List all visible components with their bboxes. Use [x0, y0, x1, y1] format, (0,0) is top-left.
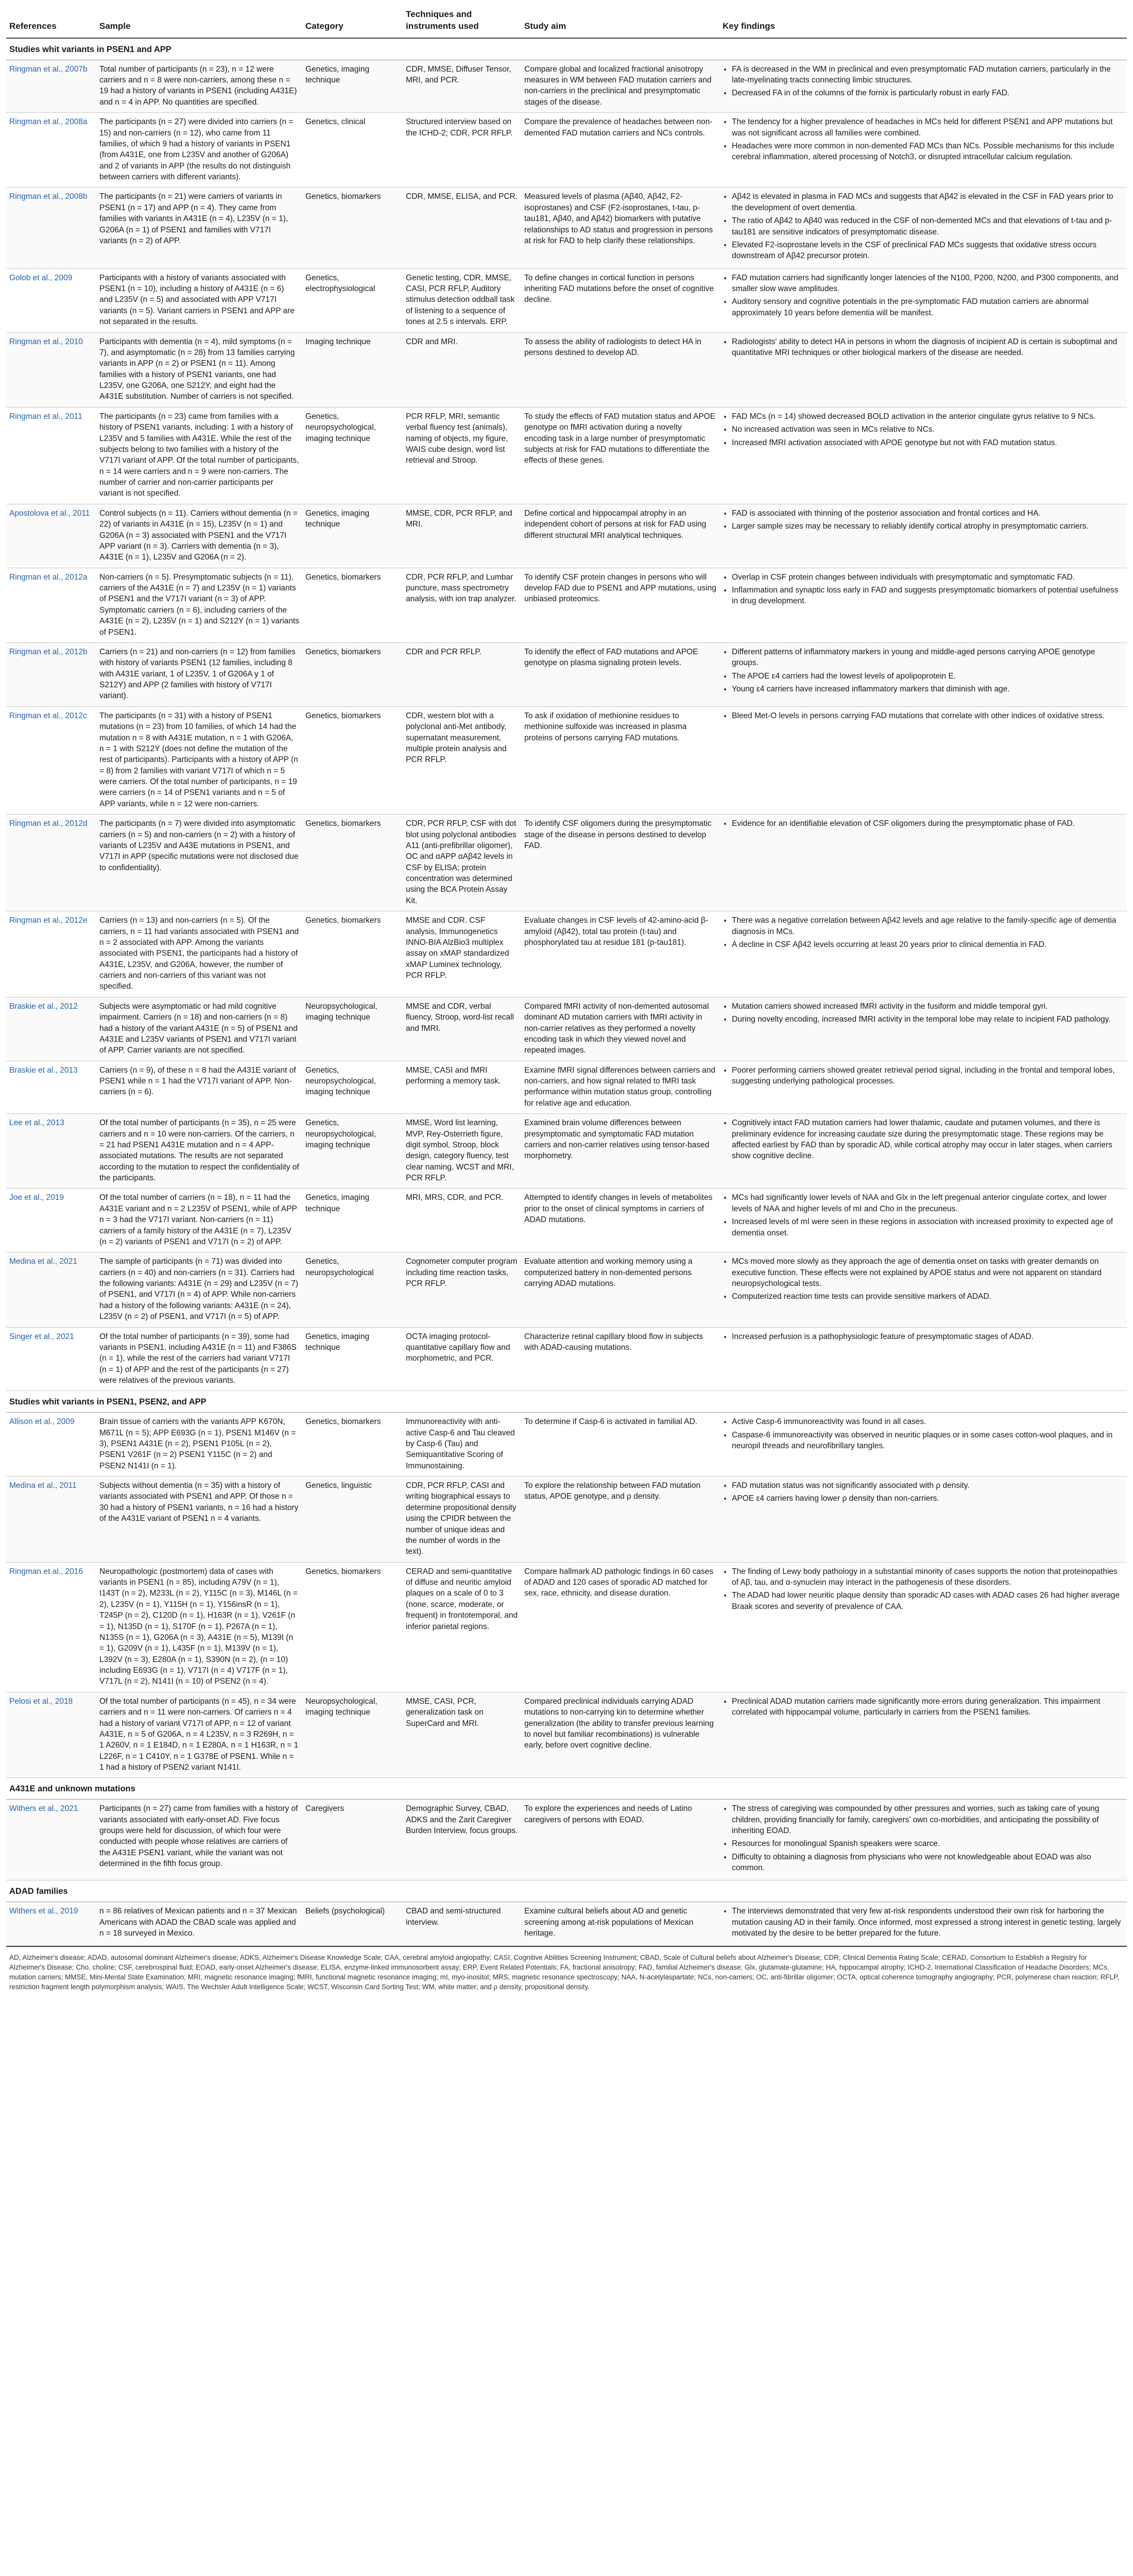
key-findings-cell — [719, 911, 1127, 997]
study-aim-cell: To explore the experiences and needs of Latino caregivers of persons with EOAD. — [521, 1800, 719, 1880]
category-cell: Genetics, imaging technique — [302, 1327, 403, 1391]
study-aim-cell: Evaluate changes in CSF levels of 42-amino-acid β-amyloid (Aβ42), total tau protein (t-tau) and phosphorylated tau at residue 181 (p-tau181). — [521, 911, 719, 997]
finding-item: • Decreased FA in of the columns of the fornix is particularly robust in early FAD. — [732, 88, 1124, 98]
finding-item: • The finding of Lewy body pathology in a substantial minority of cases supports the notion that proteinopathies of Aβ, tau, and α-synuclein may interact in the pathogenesis of these disorders. — [732, 1566, 1124, 1588]
reference-cell: Ringman et al., 2012b — [6, 642, 96, 706]
study-aim-cell: Characterize retinal capillary blood flow in subjects with ADAD-causing mutations. — [521, 1327, 719, 1391]
table-row — [6, 188, 1127, 268]
study-aim-cell: Measured levels of plasma (Aβ40, Aβ42, F2-isoprostanes) and CSF (F2-isoprostanes, t-tau, p-tau181, Aβ40, and Aβ42) biomarkers with putative relationships to AD status and progression in persons at risk for FAD to help clarify these relationships. — [521, 188, 719, 268]
finding-item: • FAD MCs (n = 14) showed decreased BOLD activation in the anterior cingulate gyrus relative to 9 NCs. — [732, 411, 1124, 422]
findings-list — [723, 1480, 1124, 1504]
techniques-cell: Structured interview based on the ICHD-2; CDR, PCR RFLP. — [403, 113, 521, 188]
study-aim-cell: Examine cultural beliefs about AD and genetic screening among at-risk populations of Mexican heritage. — [521, 1902, 719, 1946]
category-cell: Genetics, imaging technique — [302, 1189, 403, 1252]
findings-list — [723, 1001, 1124, 1025]
table-row — [6, 706, 1127, 814]
sample-cell: Neuropathologic (postmortem) data of cases with variants in PSEN1 (n = 85), including A79V (n = 1), I143T (n = 2), M233L (n = 2), Y115C (n = 3), M146L (n = 2), L235V (n = 1), Y115H (n = 1), Y156insR (n = 1), T245P (n = 2), C120D (n = 1), H163R (n = 1), V261F (n = 1), N135D (n = 1), S170F (n = 1), P267A (n = 1), N135S (n = 1), G206A (n = 3), A431E (n = 5), M139I (n = 1), G209V (n = 1), L435F (n = 1), M139V (n = 1), L392V (n = 3), E280A (n = 1), S390N (n = 2), (n = 10) including E693G (n = 1), V717I (n = 4) V717F (n = 1), V717L (n = 2), N141I (n = 10) of PSEN2 (n = 4). — [96, 1562, 302, 1692]
finding-item: • Computerized reaction time tests can provide sensitive markers of ADAD. — [732, 1291, 1124, 1302]
key-findings-cell — [719, 642, 1127, 706]
findings-list — [723, 818, 1124, 829]
finding-item: • Caspase-6 immunoreactivity was observed in neuritic plaques or in some cases cotton-wool plaques, and in neuropil threads and neurofibrillary tangles. — [732, 1430, 1124, 1452]
category-cell: Genetics, neuropsychological, imaging technique — [302, 1114, 403, 1189]
study-aim-cell: To define changes in cortical function in persons inheriting FAD mutations before the onset of cognitive decline. — [521, 268, 719, 332]
study-aim-cell: Compared fMRI activity of non-demented autosomal dominant AD mutation carriers with fMRI activity in non-carrier relatives as they performed a novelty encoding task in which they viewed novel and repeated images. — [521, 997, 719, 1061]
sample-cell: The participants (n = 21) were carriers of variants in PSEN1 (n = 17) and APP (n = 4). They came from families with variants in A431E (n = 4), L235V (n = 1), G206A (n = 1) of PSEN1 and families with V717I variants (n = 2) of APP. — [96, 188, 302, 268]
findings-list — [723, 710, 1124, 721]
sample-cell: Control subjects (n = 11). Carriers without dementia (n = 22) of variants in A431E (n = 15), L235V (n = 1) and G206A (n = 3) associated with PSEN1 and the V717I APP variant (n = 3). Carriers with dementia (n = 3), A431E (n = 1), L235V and G206A (n = 2). — [96, 504, 302, 568]
findings-list — [723, 1065, 1124, 1087]
category-cell: Caregivers — [302, 1800, 403, 1880]
finding-item: • The interviews demonstrated that very few at-risk respondents understood their own risk for harboring the mutation causing AD in their family. Once informed, most expressed a strong interest in genetic testing, largely motivated by the desire to be better prepared for the future. — [732, 1906, 1124, 1939]
study-aim-cell: To assess the ability of radiologists to detect HA in persons destined to develop AD. — [521, 332, 719, 407]
sample-cell: n = 86 relatives of Mexican patients and n = 37 Mexican Americans with ADAD the CBAD scale was applied and n = 18 surveyed in Mexico. — [96, 1902, 302, 1946]
key-findings-cell — [719, 1477, 1127, 1563]
findings-list — [723, 572, 1124, 607]
finding-item: • A decline in CSF Aβ42 levels occurring at least 20 years prior to clinical dementia in FAD. — [732, 939, 1124, 950]
findings-list — [723, 1256, 1124, 1302]
reference-cell: Apostolova et al., 2011 — [6, 504, 96, 568]
category-cell: Neuropsychological, imaging technique — [302, 1692, 403, 1778]
reference-cell: Ringman et al., 2012a — [6, 568, 96, 642]
finding-item: • The APOE ε4 carriers had the lowest levels of apolipoprotein E. — [732, 671, 1124, 682]
category-cell: Genetics, biomarkers — [302, 1562, 403, 1692]
finding-item: • The ratio of Aβ42 to Aβ40 was reduced in the CSF of non-demented MCs and that elevations of t-tau and p-tau181 are sensitive indicators of presymptomatic disease. — [732, 215, 1124, 238]
category-cell: Genetics, neuropsychological, imaging technique — [302, 1061, 403, 1114]
key-findings-cell — [719, 1252, 1127, 1327]
reference-cell: Medina et al., 2011 — [6, 1477, 96, 1563]
findings-list — [723, 191, 1124, 261]
category-cell: Genetics, biomarkers — [302, 911, 403, 997]
table-row — [6, 997, 1127, 1061]
study-aim-cell: Compare global and localized fractional anisotropy measures in WM between FAD mutation carriers and non-carriers in the preclinical and presymptomatic stages of the disease. — [521, 60, 719, 113]
key-findings-cell — [719, 1562, 1127, 1692]
reference-cell: Ringman et al., 2008b — [6, 188, 96, 268]
table-header — [6, 4, 1127, 38]
abbreviations-footnote: AD, Alzheimer's disease; ADAD, autosomal dominant Alzheimer's disease; ADKS, Alzheimer's Disease Knowledge Scale; CAA, cerebral amyloid angiopathy; CASI, Cognitive Abilities Screening Instrument; CBAD, Scale of Cultural beliefs about Alzheimer's Disease; CDR, Clinical Dementia Rating Scale; CERAD, Consortium to Establish a Registry for Alzheimer's Disease; Cho, choline; CSF, cerebrospinal fluid; EOAD, early-onset Alzheimer's disease; ELISA, enzyme-linked immunosorbent assay; ERP, Event Related Potentials; FA, fractional anisotropy; FAD, familial Alzheimer's disease; Glx, glutamate-glutamine; HA, hippocampal atrophy; ICHD-2, International Classification of Headache Disorders; MCs, mutation carriers; MMSE, Mini-Mental State Examination; MRI, magnetic resonance imaging; fMRI, functional magnetic resonance imaging; mI, myo-inositol; MRS, magnetic resonance spectroscopy; NAA, N-acetylaspartate; NCs, non-carriers; OC, anti-fibrillar oligomer; OCTA, optical coherence tomography angiography; PCR, polymerase chain reaction; RFLP, restriction fragment length polymorphism analysis; WAIS, The Wechsler Adult Intelligence Scale; WCST, Wisconsin Card Sorting Test; WM, white matter; and ρ density, propositional density. — [6, 1946, 1127, 2003]
table-row — [6, 332, 1127, 407]
header-key-findings: Key findings — [719, 4, 1127, 38]
findings-list — [723, 508, 1124, 532]
category-cell: Genetics, linguistic — [302, 1477, 403, 1563]
table-row — [6, 113, 1127, 188]
finding-item: • Headaches were more common in non-demented FAD MCs than NCs. Possible mechanisms for this include cerebral inflammation, altered processing of Notch3, or disrupted intracellular calcium regulation. — [732, 141, 1124, 163]
table-row — [6, 1800, 1127, 1880]
key-findings-cell — [719, 1189, 1127, 1252]
header-references: References — [6, 4, 96, 38]
finding-item: • Different patterns of inflammatory markers in young and middle-aged persons carrying APOE genotype groups. — [732, 647, 1124, 669]
techniques-cell: MMSE, CASI, PCR, generalization task on SuperCard and MRI. — [403, 1692, 521, 1778]
sample-cell: The sample of participants (n = 71) was divided into carriers (n = 40) and non-carriers (n = 31). Carriers had the following variants: A431E (n = 29) and L235V (n = 7) of PSEN1, and V717I (n = 4) of APP. While non-carriers had a history of the following variants: A431E (n = 24), L235V (n = 2) of PSEN1, and V717I (n = 5) of APP. — [96, 1252, 302, 1327]
category-cell: Genetics, imaging technique — [302, 60, 403, 113]
table-row — [6, 1061, 1127, 1114]
key-findings-cell — [719, 332, 1127, 407]
reference-cell: Braskie et al., 2012 — [6, 997, 96, 1061]
table-row — [6, 1114, 1127, 1189]
techniques-cell: CDR, MMSE, ELISA, and PCR. — [403, 188, 521, 268]
techniques-cell: MMSE and CDR. CSF analysis, Immunogenetics INNO-BIA AlzBio3 multiplex assay on xMAP standardized xMAP Luminex technology, PCR RFLP. — [403, 911, 521, 997]
key-findings-cell — [719, 1902, 1127, 1946]
sample-cell: Brain tissue of carriers with the variants APP K670N, M671L (n = 5); APP E693G (n = 1), PSEN1 M146V (n = 3), PSEN1 A431E (n = 2), PSEN1 P105L (n = 2), PSEN1 V261F (n = 2) PSEN1 Y115C (n = 2) and PSEN2 N141I (n = 1). — [96, 1413, 302, 1477]
table-row — [6, 911, 1127, 997]
table-row — [6, 1189, 1127, 1252]
techniques-cell: CBAD and semi-structured interview. — [403, 1902, 521, 1946]
table-row — [6, 60, 1127, 113]
study-aim-cell: Define cortical and hippocampal atrophy in an independent cohort of persons at risk for FAD using different structural MRI analytical techniques. — [521, 504, 719, 568]
techniques-cell: PCR RFLP, MRI, semantic verbal fluency test (animals), naming of objects, my figure, WAIS cube design, word list retrieval and Stroop. — [403, 407, 521, 504]
sample-cell: Participants with dementia (n = 4), mild symptoms (n = 7), and asymptomatic (n = 28) from 13 families carrying variants in APP (n = 2) or PSEN1 (n = 11). Among families with a history of PSEN1 variants, one had L235V, one G206A, one S212Y, and eight had the A431E substitution. Number of carriers is not specified. — [96, 332, 302, 407]
reference-cell: Golob et al., 2009 — [6, 268, 96, 332]
category-cell: Beliefs (psychological) — [302, 1902, 403, 1946]
table-body — [6, 38, 1127, 1946]
finding-item: • Preclinical ADAD mutation carriers made significantly more errors during generalization. This impairment correlated with hippocampal volume, particularly in carriers from the PSEN1 families. — [732, 1696, 1124, 1718]
key-findings-cell — [719, 815, 1127, 911]
sample-cell: The participants (n = 27) were divided into carriers (n = 15) and non-carriers (n = 12), who came from 11 families, of which 9 had a history of variants in PSEN1 (from A431E, one from L235V and another of G206A) and 2 of variants in APP (the results do not distinguish between carriers with different variants). — [96, 113, 302, 188]
techniques-cell: CDR and PCR RFLP. — [403, 642, 521, 706]
findings-list — [723, 1566, 1124, 1613]
techniques-cell: MMSE and CDR, verbal fluency, Stroop, word-list recall and fMRI. — [403, 997, 521, 1061]
category-cell: Genetics, neuropsychological — [302, 1252, 403, 1327]
finding-item: • Aβ42 is elevated in plasma in FAD MCs and suggests that Aβ42 is elevated in the CSF in FAD years prior to the development of overt dementia. — [732, 191, 1124, 213]
section-heading-row — [6, 1391, 1127, 1413]
section-heading-row — [6, 1880, 1127, 1902]
study-aim-cell: To ask if oxidation of methionine residues to methionine sulfoxide was increased in plasma proteins of persons carrying FAD mutations. — [521, 706, 719, 814]
sample-cell: Non-carriers (n = 5). Presymptomatic subjects (n = 11), carriers of the A431E (n = 7) and L235V (n = 1) variants of PSEN1 and the V717I variant (n = 3) of APP. Symptomatic carriers (n = 6), including carriers of the A431E (n = 2), L235V (n = 1) and S212Y (n = 1) variants of PSEN1. — [96, 568, 302, 642]
sample-cell: The participants (n = 23) came from families with a history of PSEN1 variants, including: 1 with a history of L235V and 5 families with A431E. While the rest of the subjects belong to two families with a history of the V717I variant of APP. Of the total number of participants, n = 14 were carriers and n = 9 were non-carriers. The number of carrier and non-carrier participants per variant is not specified. — [96, 407, 302, 504]
table-row — [6, 1252, 1127, 1327]
category-cell: Genetics, neuropsychological, imaging technique — [302, 407, 403, 504]
category-cell: Genetics, biomarkers — [302, 568, 403, 642]
findings-list — [723, 1117, 1124, 1162]
finding-item: • Elevated F2-isoprostane levels in the CSF of preclinical FAD MCs suggests that oxidative stress occurs downstream of Aβ42 precursor protein. — [732, 240, 1124, 262]
sample-cell: Carriers (n = 13) and non-carriers (n = 5). Of the carriers, n = 11 had variants associated with PSEN1 and n = 2 associated with APP. Among the variants associated with PSEN1, the participants had a history of A431E, L235V, and G206A, however, the number of carriers and non-carriers of this variant was not specified. — [96, 911, 302, 997]
sample-cell: Total number of participants (n = 23), n = 12 were carriers and n = 8 were non-carriers, among these n = 19 had a history of variants in PSEN1 (including A431E) and n = 4 in APP. No quantities are specified. — [96, 60, 302, 113]
sample-cell: The participants (n = 31) with a history of PSEN1 mutations (n = 23) from 10 families, of which 14 had the mutation n = 8 with A431E mutation, n = 1 with G206A, n = 1 with S212Y (does not define the mutation of the rest of participants). Participants with a history of APP (n = 8) from 2 families with variant V717I of which n = 5 were carriers. Of the total number of participants, n = 19 were carriers (n = 14 of PSEN1 variants and n = 5 of APP variants, while n = 12 were non-carriers. — [96, 706, 302, 814]
findings-list — [723, 64, 1124, 99]
section-heading-row — [6, 38, 1127, 60]
study-aim-cell: To explore the relationship between FAD mutation status, APOE genotype, and ρ density. — [521, 1477, 719, 1563]
sample-cell: Subjects without dementia (n = 35) with a history of variants associated with PSEN1 and APP. Of those n = 30 had a history of PSEN1 variants, n = 16 had a history of the A431E variant of PSEN1 n = 4 variants. — [96, 1477, 302, 1563]
sample-cell: Of the total number of participants (n = 39), some had variants in PSEN1, including A431E (n = 11) and F386S (n = 1), while the rest of the carriers had variant V717I (n = 1) of APP and the rest of the participants (n = 27) were relatives of the previous variants. — [96, 1327, 302, 1391]
category-cell: Imaging technique — [302, 332, 403, 407]
finding-item: • Radiologists' ability to detect HA in persons in whom the diagnosis of incipient AD is certain is suboptimal and quantitative MRI techniques or other biological markers of the disease are needed. — [732, 336, 1124, 359]
table-row — [6, 1413, 1127, 1477]
table-row — [6, 1327, 1127, 1391]
finding-item: • Overlap in CSF protein changes between individuals with presymptomatic and symptomatic FAD. — [732, 572, 1124, 583]
key-findings-cell — [719, 504, 1127, 568]
techniques-cell: MMSE, Word list learning, MVP, Rey-Osterrieth figure, digit symbol, Stroop, block design, category fluency, test clear naming, WCST and MRI, PCR RFLP. — [403, 1114, 521, 1189]
sample-cell: The participants (n = 7) were divided into asymptomatic carriers (n = 5) and non-carriers (n = 2) with a history of variants of L235V and A43E mutations in PSEN1, and V717I in APP (specific mutations were not disclosed due to confidentiality). — [96, 815, 302, 911]
techniques-cell: CDR and MRI. — [403, 332, 521, 407]
sample-cell: Participants (n = 27) came from families with a history of variants associated with early-onset AD. Five focus groups were held for discussion, of which four were conducted with people whose relatives are carriers of the A431E PSEN1 variant, while the variant was not determined in the fifth focus group. — [96, 1800, 302, 1880]
section-heading-row — [6, 1778, 1127, 1800]
findings-list — [723, 1192, 1124, 1239]
key-findings-cell — [719, 268, 1127, 332]
table-row — [6, 642, 1127, 706]
finding-item: • Young ε4 carriers have increased inflammatory markers that diminish with age. — [732, 684, 1124, 694]
key-findings-cell — [719, 568, 1127, 642]
reference-cell: Withers et al., 2019 — [6, 1902, 96, 1946]
finding-item: • Increased perfusion is a pathophysiologic feature of presymptomatic stages of ADAD. — [732, 1331, 1124, 1342]
finding-item: • MCs had significantly lower levels of NAA and Glx in the left pregenual anterior cingulate cortex, and lower levels of NAA and higher levels of mI and Cho in the precuneus. — [732, 1192, 1124, 1214]
finding-item: • The ADAD had lower neuritic plaque density than sporadic AD cases with ADAD cases 26 had higher average Braak scores and severity of prevalence of CAA. — [732, 1590, 1124, 1612]
section-title: Studies whit variants in PSEN1, PSEN2, and APP — [6, 1391, 1127, 1413]
finding-item: • Evidence for an identifiable elevation of CSF oligomers during the presymptomatic phase of FAD. — [732, 818, 1124, 829]
category-cell: Genetics, biomarkers — [302, 1413, 403, 1477]
finding-item: • Resources for monolingual Spanish speakers were scarce. — [732, 1838, 1124, 1849]
section-title: Studies whit variants in PSEN1 and APP — [6, 38, 1127, 60]
reference-cell: Medina et al., 2021 — [6, 1252, 96, 1327]
document-page — [6, 0, 1127, 2003]
category-cell: Genetics, clinical — [302, 113, 403, 188]
section-title: ADAD families — [6, 1880, 1127, 1902]
techniques-cell: MRI, MRS, CDR, and PCR. — [403, 1189, 521, 1252]
reference-cell: Ringman et al., 2011 — [6, 407, 96, 504]
key-findings-cell — [719, 407, 1127, 504]
findings-list — [723, 273, 1124, 319]
finding-item: • MCs moved more slowly as they approach the age of dementia onset on tasks with greater demands on executive function. These effects were not explained by APOE status and were not apparent on standard neuropsychological tests. — [732, 1256, 1124, 1289]
category-cell: Genetics, biomarkers — [302, 642, 403, 706]
key-findings-cell — [719, 706, 1127, 814]
finding-item: • APOE ε4 carriers having lower ρ density than non-carriers. — [732, 1493, 1124, 1504]
key-findings-cell — [719, 1327, 1127, 1391]
study-aim-cell: To identify the effect of FAD mutations and APOE genotype on plasma signaling protein levels. — [521, 642, 719, 706]
category-cell: Genetics, biomarkers — [302, 706, 403, 814]
findings-list — [723, 1906, 1124, 1939]
techniques-cell: CERAD and semi-quantitative of diffuse and neuritic amyloid plaques on a scale of 0 to 3 (none, scarce, moderate, or frequent) in frontotemporal, and inferior parietal regions. — [403, 1562, 521, 1692]
sample-cell: Carriers (n = 21) and non-carriers (n = 12) from families with history of variants PSEN1 (12 families, including 8 with A431E variant, 1 of L235V, 1 of G206A y 1 of S212Y) and APP (2 families with history of V717I variant). — [96, 642, 302, 706]
reference-cell: Lee et al., 2013 — [6, 1114, 96, 1189]
reference-cell: Allison et al., 2009 — [6, 1413, 96, 1477]
key-findings-cell — [719, 1692, 1127, 1778]
study-aim-cell: To determine if Casp-6 is activated in familial AD. — [521, 1413, 719, 1477]
key-findings-cell — [719, 1413, 1127, 1477]
techniques-cell: CDR, western blot with a polyclonal anti-Met antibody, supernatant measurement, multiple protein analysis and PCR RFLP. — [403, 706, 521, 814]
table-row — [6, 407, 1127, 504]
techniques-cell: CDR, PCR RFLP, CSF with dot blot using polyclonal antibodies A11 (anti-prefibrillar oligomer), OC and αAPP αAβ42 levels in CSF by ELISA; protein concentration was determined using the BCA Protein Assay Kit. — [403, 815, 521, 911]
techniques-cell: Immunoreactivity with anti-active Casp-6 and Tau cleaved by Casp-6 (Tau) and Semiquantitative Scoring of Immunostaining. — [403, 1413, 521, 1477]
finding-item: • There was a negative correlation between Aβ42 levels and age relative to the family-specific age of dementia diagnosis in MCs. — [732, 915, 1124, 937]
finding-item: • Bleed Met-O levels in persons carrying FAD mutations that correlate with other indices of oxidative stress. — [732, 710, 1124, 721]
finding-item: • Larger sample sizes may be necessary to reliably identify cortical atrophy in presymptomatic carriers. — [732, 521, 1124, 532]
table-row — [6, 268, 1127, 332]
findings-list — [723, 336, 1124, 359]
sample-cell: Subjects were asymptomatic or had mild cognitive impairment. Carriers (n = 18) and non-carriers (n = 8) had a history of the variant A431E (n = 5) of PSEN1 and A431E and L235V variants of PSEN1 and V717I variant of APP. Carrier variants are not specified. — [96, 997, 302, 1061]
techniques-cell: MMSE, CDR, PCR RFLP, and MRI. — [403, 504, 521, 568]
reference-cell: Ringman et al., 2010 — [6, 332, 96, 407]
category-cell: Genetics, biomarkers — [302, 815, 403, 911]
findings-list — [723, 1416, 1124, 1451]
header-techniques: Techniques and instruments used — [403, 4, 521, 38]
techniques-cell: Demographic Survey, CBAD, ADKS and the Zarit Caregiver Burden Interview, focus groups. — [403, 1800, 521, 1880]
study-aim-cell: Compare hallmark AD pathologic findings in 60 cases of ADAD and 120 cases of sporadic AD matched for sex, race, ethnicity, and disease duration. — [521, 1562, 719, 1692]
key-findings-cell — [719, 1114, 1127, 1189]
reference-cell: Pelosi et al., 2018 — [6, 1692, 96, 1778]
sample-cell: Of the total number of carriers (n = 18), n = 11 had the A431E variant and n = 2 L235V of PSEN1, while of APP n = 3 had the V717I variant. Non-carriers (n = 11) carriers of a family history of the A431E (n = 7), L235V (n = 2) variants of PSEN1 and V717I (n = 2) of APP. — [96, 1189, 302, 1252]
finding-item: • FAD mutation status was not significantly associated with ρ density. — [732, 1480, 1124, 1491]
header-study-aim: Study aim — [521, 4, 719, 38]
reference-cell: Singer et al., 2021 — [6, 1327, 96, 1391]
sample-cell: Participants with a history of variants associated with PSEN1 (n = 10), including a history of A431E (n = 6) and L235V (n = 5) and associated with APP V717I variants (n = 5). Variant carriers in PSEN1 and APP are not separated in the results. — [96, 268, 302, 332]
findings-list — [723, 647, 1124, 695]
header-category: Category — [302, 4, 403, 38]
section-title: A431E and unknown mutations — [6, 1778, 1127, 1800]
study-aim-cell: Compare the prevalence of headaches between non-demented FAD mutation carriers and NCs controls. — [521, 113, 719, 188]
sample-cell: Of the total number of participants (n = 35), n = 25 were carriers and n = 10 were non-carriers. Of the carriers, n = 21 had PSEN1 A431E mutation and n = 4 APP-associated mutations. The results are not separated according to the mutation to respect the confidentiality of the participants. — [96, 1114, 302, 1189]
key-findings-cell — [719, 997, 1127, 1061]
findings-list — [723, 1803, 1124, 1873]
techniques-cell: CDR, PCR RFLP, CASI and writing biographical essays to determine propositional density using the CPIDR between the number of unique ideas and the number of words in the text). — [403, 1477, 521, 1563]
findings-list — [723, 1696, 1124, 1718]
reference-cell: Ringman et al., 2007b — [6, 60, 96, 113]
key-findings-cell — [719, 1800, 1127, 1880]
sample-cell: Carriers (n = 9), of these n = 8 had the A431E variant of PSEN1 while n = 1 had the V717I variant of APP. Non-carriers (n = 6). — [96, 1061, 302, 1114]
table-row — [6, 504, 1127, 568]
table-row — [6, 1902, 1127, 1946]
finding-item: • FA is decreased in the WM in preclinical and even presymptomatic FAD mutation carriers, particularly in the late-myelinating tracts connecting limbic structures. — [732, 64, 1124, 86]
finding-item: • The stress of caregiving was compounded by other pressures and worries, such as taking care of young children, providing financially for family, caregivers' own co-morbidities, and anticipating the possibility of inheriting EOAD. — [732, 1803, 1124, 1836]
study-aim-cell: Examined brain volume differences between presymptomatic and symptomatic FAD mutation carriers and non-carrier relatives using tensor-based morphometry. — [521, 1114, 719, 1189]
finding-item: • The tendency for a higher prevalence of headaches in MCs held for different PSEN1 and APP mutations but was not significant across all families were combined. — [732, 116, 1124, 139]
reference-cell: Withers et al., 2021 — [6, 1800, 96, 1880]
reference-cell: Ringman et al., 2008a — [6, 113, 96, 188]
finding-item: • Increased fMRI activation associated with APOE genotype but not with FAD mutation status. — [732, 437, 1124, 448]
finding-item: • During novelty encoding, increased fMRI activity in the temporal lobe may relate to incipient FAD pathology. — [732, 1014, 1124, 1025]
finding-item: • Inflammation and synaptic loss early in FAD and suggests presymptomatic biomarkers of potential usefulness in drug development. — [732, 585, 1124, 607]
study-aim-cell: To identify CSF oligomers during the presymptomatic stage of the disease in persons destined to develop FAD. — [521, 815, 719, 911]
header-sample: Sample — [96, 4, 302, 38]
finding-item: • Cognitively intact FAD mutation carriers had lower thalamic, caudate and putamen volumes, and there is preliminary evidence for increasing caudate size during the presymptomatic stage. These regions may be affected earliest by FAD than by sporadic AD, while cortical atrophy may occur in later stages, when carriers show cognitive decline. — [732, 1117, 1124, 1162]
techniques-cell: MMSE, CASI and fMRI performing a memory task. — [403, 1061, 521, 1114]
studies-table — [6, 4, 1127, 1946]
finding-item: • No increased activation was seen in MCs relative to NCs. — [732, 424, 1124, 435]
table-row — [6, 1477, 1127, 1563]
category-cell: Neuropsychological, imaging technique — [302, 997, 403, 1061]
finding-item: • Increased levels of mI were seen in these regions in association with increased proximity to expected age of dementia onset. — [732, 1216, 1124, 1239]
key-findings-cell — [719, 60, 1127, 113]
table-row — [6, 568, 1127, 642]
reference-cell: Ringman et al., 2012d — [6, 815, 96, 911]
findings-list — [723, 1331, 1124, 1342]
techniques-cell: OCTA imaging protocol-quantitative capillary flow and morphometric, and PCR. — [403, 1327, 521, 1391]
study-aim-cell: Attempted to identify changes in levels of metabolites prior to the onset of clinical symptoms in carriers of ADAD mutations. — [521, 1189, 719, 1252]
techniques-cell: CDR, MMSE, Diffuser Tensor, MRI, and PCR. — [403, 60, 521, 113]
finding-item: • FAD is associated with thinning of the posterior association and frontal cortices and HA. — [732, 508, 1124, 519]
table-row — [6, 1562, 1127, 1692]
reference-cell: Ringman et al., 2012c — [6, 706, 96, 814]
study-aim-cell: Evaluate attention and working memory using a computerized battery in non-demented persons carrying ADAD mutations. — [521, 1252, 719, 1327]
category-cell: Genetics, electrophysiological — [302, 268, 403, 332]
reference-cell: Ringman et al., 2012e — [6, 911, 96, 997]
finding-item: • Poorer performing carriers showed greater retrieval period signal, including in the frontal and temporal lobes, suggesting underlying pathological processes. — [732, 1065, 1124, 1087]
key-findings-cell — [719, 188, 1127, 268]
findings-list — [723, 116, 1124, 163]
reference-cell: Joe et al., 2019 — [6, 1189, 96, 1252]
study-aim-cell: Compared preclinical individuals carrying ADAD mutations to non-carrying kin to determine whether generalization (the ability to transfer previous learning to novel but familiar recombinations) is vulnerable early, before overt cognitive decline. — [521, 1692, 719, 1778]
finding-item: • Auditory sensory and cognitive potentials in the pre-symptomatic FAD mutation carriers are abnormal approximately 10 years before dementia will be manifest. — [732, 296, 1124, 318]
table-row — [6, 1692, 1127, 1778]
reference-cell: Braskie et al., 2013 — [6, 1061, 96, 1114]
findings-list — [723, 411, 1124, 448]
study-aim-cell: To identify CSF protein changes in persons who will develop FAD due to PSEN1 and APP mutations, using unbiased proteomics. — [521, 568, 719, 642]
sample-cell: Of the total number of participants (n = 45), n = 34 were carriers and n = 11 were non-carriers. Of carriers n = 4 had a history of variant V717I of APP, n = 12 of variant A431E, n = 5 of G206A, n = 4 L235V, n = 3 R269H, n = 1 A260V, n = 1 E184D, n = 1 E280A, n = 1 H163R, n = 1 L226F, n = 1 C410Y, n = 1 G378E of PSEN1. While n = 1 had a history of PSEN2 variant N141I. — [96, 1692, 302, 1778]
study-aim-cell: Examine fMRI signal differences between carriers and non-carriers, and how signal related to fMRI task performance within mutation status group, controlling for relative age and education. — [521, 1061, 719, 1114]
finding-item: • FAD mutation carriers had significantly longer latencies of the N100, P200, N200, and P300 components, and smaller slow wave amplitudes. — [732, 273, 1124, 295]
table-row — [6, 815, 1127, 911]
techniques-cell: CDR, PCR RFLP, and Lumbar puncture, mass spectrometry analysis, with ion trap analyzer. — [403, 568, 521, 642]
category-cell: Genetics, biomarkers — [302, 188, 403, 268]
key-findings-cell — [719, 1061, 1127, 1114]
finding-item: • Active Casp-6 immunoreactivity was found in all cases. — [732, 1416, 1124, 1427]
techniques-cell: Genetic testing, CDR, MMSE, CASI, PCR RFLP, Auditory stimulus detection oddball task of listening to a sequence of tones at 2.5 s intervals. ERP. — [403, 268, 521, 332]
category-cell: Genetics, imaging technique — [302, 504, 403, 568]
techniques-cell: Cognometer computer program including time reaction tasks, PCR RFLP. — [403, 1252, 521, 1327]
key-findings-cell — [719, 113, 1127, 188]
finding-item: • Difficulty to obtaining a diagnosis from physicians who were not knowledgeable about EOAD was also common. — [732, 1852, 1124, 1874]
findings-list — [723, 915, 1124, 950]
study-aim-cell: To study the effects of FAD mutation status and APOE genotype on fMRI activation during a novelty encoding task in a large number of presymptomatic subjects at risk for FAD mutations to differentiate the effects of these genes. — [521, 407, 719, 504]
reference-cell: Ringman et al., 2016 — [6, 1562, 96, 1692]
finding-item: • Mutation carriers showed increased fMRI activity in the fusiform and middle temporal gyri. — [732, 1001, 1124, 1012]
